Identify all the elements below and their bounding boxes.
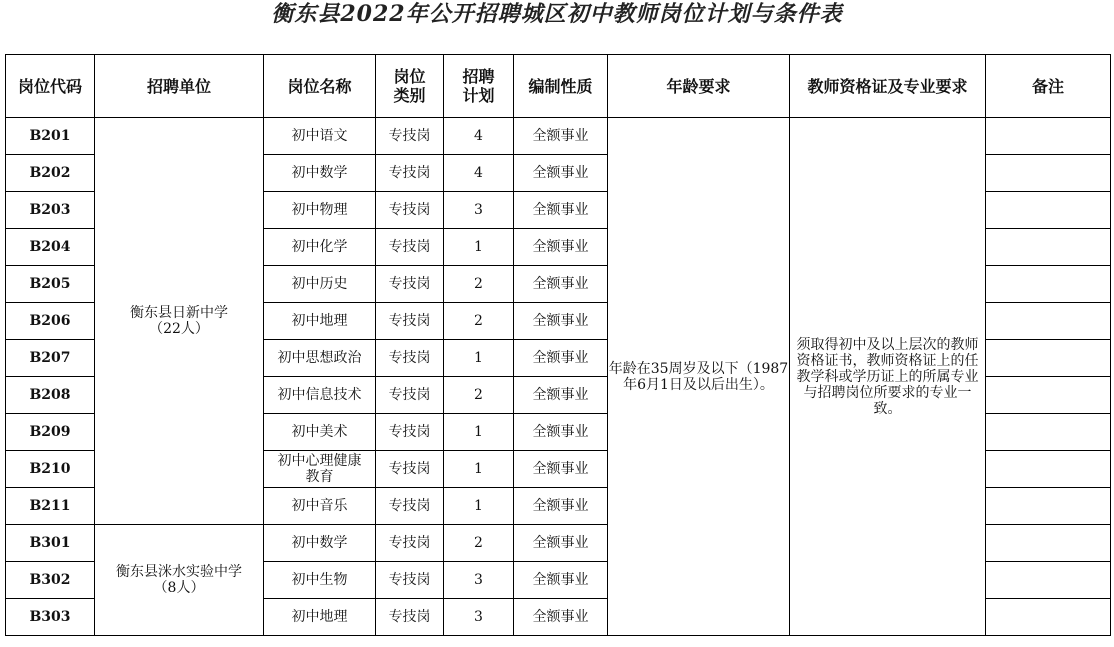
notes-cell xyxy=(986,118,1111,155)
position-code: B211 xyxy=(6,488,95,525)
age-requirement: 年龄在35周岁及以下（1987年6月1日及以后出生）。 xyxy=(608,118,790,636)
notes-cell xyxy=(986,562,1111,599)
hiring-plan: 3 xyxy=(444,562,514,599)
header-age: 年龄要求 xyxy=(608,55,790,118)
hiring-plan: 4 xyxy=(444,155,514,192)
position-category: 专技岗 xyxy=(376,488,444,525)
staffing-type: 全额事业 xyxy=(514,340,608,377)
notes-cell xyxy=(986,229,1111,266)
header-code: 岗位代码 xyxy=(6,55,95,118)
hiring-plan: 1 xyxy=(444,451,514,488)
position-code: B204 xyxy=(6,229,95,266)
position-category: 专技岗 xyxy=(376,451,444,488)
position-category: 专技岗 xyxy=(376,192,444,229)
notes-cell xyxy=(986,192,1111,229)
header-category-line1: 岗位 xyxy=(393,67,426,86)
notes-cell xyxy=(986,155,1111,192)
position-category: 专技岗 xyxy=(376,155,444,192)
positions-table xyxy=(5,54,1111,636)
unit-name: 衡东县日新中学 xyxy=(130,305,228,321)
position-name: 初中地理 xyxy=(264,599,376,636)
staffing-type: 全额事业 xyxy=(514,451,608,488)
notes-cell xyxy=(986,414,1111,451)
position-code: B301 xyxy=(6,525,95,562)
position-name: 初中美术 xyxy=(264,414,376,451)
position-category: 专技岗 xyxy=(376,118,444,155)
position-category: 专技岗 xyxy=(376,377,444,414)
staffing-type: 全额事业 xyxy=(514,118,608,155)
staffing-type: 全额事业 xyxy=(514,155,608,192)
position-code: B210 xyxy=(6,451,95,488)
staffing-type: 全额事业 xyxy=(514,562,608,599)
position-name: 初中音乐 xyxy=(264,488,376,525)
position-name: 初中信息技术 xyxy=(264,377,376,414)
position-code: B202 xyxy=(6,155,95,192)
header-category xyxy=(376,55,444,118)
staffing-type: 全额事业 xyxy=(514,229,608,266)
notes-cell xyxy=(986,377,1111,414)
hiring-plan: 1 xyxy=(444,488,514,525)
header-row xyxy=(6,55,1111,118)
page-title: 衡东县2022年公开招聘城区初中教师岗位计划与条件表 xyxy=(271,1,843,27)
position-category: 专技岗 xyxy=(376,340,444,377)
header-category-line2: 类别 xyxy=(393,86,426,105)
notes-cell xyxy=(986,488,1111,525)
position-code: B209 xyxy=(6,414,95,451)
position-code: B302 xyxy=(6,562,95,599)
notes-cell xyxy=(986,266,1111,303)
position-category: 专技岗 xyxy=(376,525,444,562)
position-name: 初中历史 xyxy=(264,266,376,303)
position-name: 初中心理健康教育 xyxy=(264,451,376,488)
hiring-plan: 1 xyxy=(444,229,514,266)
position-name: 初中思想政治 xyxy=(264,340,376,377)
hiring-plan: 2 xyxy=(444,266,514,303)
hiring-plan: 4 xyxy=(444,118,514,155)
hiring-plan: 3 xyxy=(444,599,514,636)
staffing-type: 全额事业 xyxy=(514,377,608,414)
position-name: 初中化学 xyxy=(264,229,376,266)
staffing-type: 全额事业 xyxy=(514,488,608,525)
header-unit: 招聘单位 xyxy=(95,55,264,118)
table-row xyxy=(6,118,1111,155)
notes-cell xyxy=(986,599,1111,636)
header-cert: 教师资格证及专业要求 xyxy=(790,55,986,118)
hiring-plan: 2 xyxy=(444,303,514,340)
position-category: 专技岗 xyxy=(376,229,444,266)
hiring-plan: 1 xyxy=(444,414,514,451)
position-name: 初中生物 xyxy=(264,562,376,599)
position-code: B208 xyxy=(6,377,95,414)
position-name: 初中物理 xyxy=(264,192,376,229)
header-plan xyxy=(444,55,514,118)
position-category: 专技岗 xyxy=(376,266,444,303)
cert-requirement: 须取得初中及以上层次的教师资格证书，教师资格证上的任教学科或学历证上的所属专业与招聘岗位所要求的专业一致。 xyxy=(790,118,986,636)
unit-count: （22人） xyxy=(149,321,209,337)
staffing-type: 全额事业 xyxy=(514,266,608,303)
position-name: 初中地理 xyxy=(264,303,376,340)
hiring-plan: 2 xyxy=(444,377,514,414)
position-name: 初中语文 xyxy=(264,118,376,155)
notes-cell xyxy=(986,451,1111,488)
staffing-type: 全额事业 xyxy=(514,303,608,340)
staffing-type: 全额事业 xyxy=(514,525,608,562)
staffing-type: 全额事业 xyxy=(514,414,608,451)
position-category: 专技岗 xyxy=(376,562,444,599)
hiring-plan: 2 xyxy=(444,525,514,562)
position-code: B206 xyxy=(6,303,95,340)
position-code: B303 xyxy=(6,599,95,636)
position-code: B203 xyxy=(6,192,95,229)
position-code: B207 xyxy=(6,340,95,377)
position-name: 初中数学 xyxy=(264,155,376,192)
position-code: B201 xyxy=(6,118,95,155)
position-category: 专技岗 xyxy=(376,303,444,340)
unit-cell xyxy=(95,525,264,636)
header-plan-line2: 计划 xyxy=(462,86,495,105)
header-plan-line1: 招聘 xyxy=(462,67,495,86)
unit-name: 衡东县洣水实验中学 xyxy=(116,564,242,580)
hiring-plan: 1 xyxy=(444,340,514,377)
header-notes: 备注 xyxy=(986,55,1111,118)
header-position: 岗位名称 xyxy=(264,55,376,118)
header-staffing: 编制性质 xyxy=(514,55,608,118)
unit-cell xyxy=(95,118,264,525)
position-code: B205 xyxy=(6,266,95,303)
staffing-type: 全额事业 xyxy=(514,599,608,636)
position-name: 初中数学 xyxy=(264,525,376,562)
notes-cell xyxy=(986,303,1111,340)
notes-cell xyxy=(986,525,1111,562)
notes-cell xyxy=(986,340,1111,377)
unit-count: （8人） xyxy=(153,580,205,596)
position-category: 专技岗 xyxy=(376,414,444,451)
position-category: 专技岗 xyxy=(376,599,444,636)
staffing-type: 全额事业 xyxy=(514,192,608,229)
hiring-plan: 3 xyxy=(444,192,514,229)
